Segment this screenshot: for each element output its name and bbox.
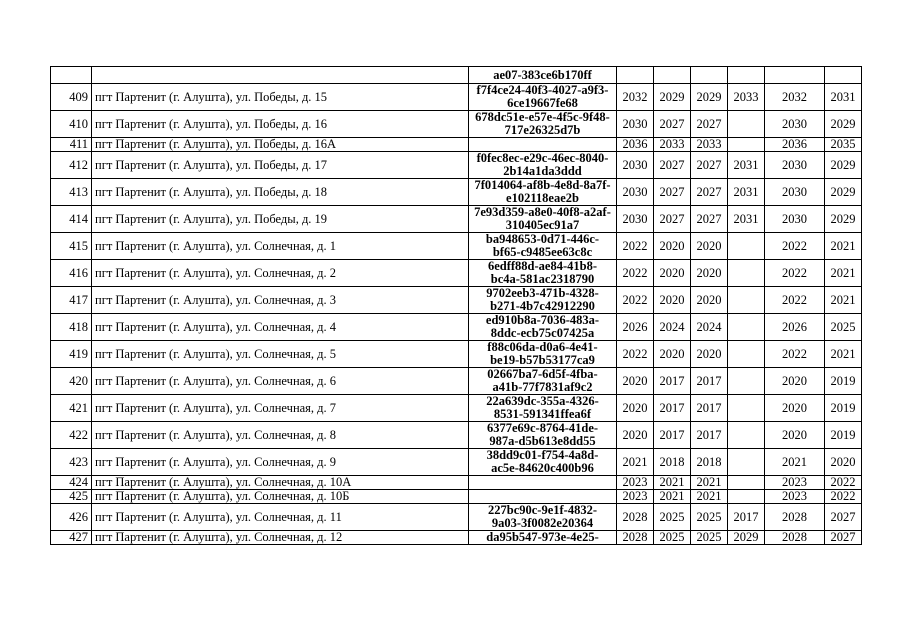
year-cell-1: 2026 xyxy=(617,314,654,341)
year-cell-2: 2020 xyxy=(654,260,691,287)
year-cell-5: 2022 xyxy=(765,233,825,260)
address-cell: пгт Партенит (г. Алушта), ул. Солнечная, д. 2 xyxy=(92,260,469,287)
row-number-cell: 423 xyxy=(51,449,92,476)
year-cell-2: 2020 xyxy=(654,287,691,314)
year-cell-5: 2021 xyxy=(765,449,825,476)
year-cell-2: 2027 xyxy=(654,111,691,138)
year-cell-1: 2023 xyxy=(617,490,654,504)
row-number-cell: 416 xyxy=(51,260,92,287)
address-cell: пгт Партенит (г. Алушта), ул. Солнечная, д. 12 xyxy=(92,531,469,545)
building-code-line-2: 8ddc-ecb75c07425a xyxy=(490,326,595,340)
address-cell: пгт Партенит (г. Алушта), ул. Победы, д. 15 xyxy=(92,84,469,111)
year-cell-6: 2022 xyxy=(825,476,862,490)
year-cell-5: 2020 xyxy=(765,422,825,449)
year-cell-4 xyxy=(728,287,765,314)
building-code-line-2: 8531-591341ffea6f xyxy=(493,407,592,421)
year-cell-4 xyxy=(728,314,765,341)
year-cell-1: 2030 xyxy=(617,111,654,138)
year-cell-3: 2020 xyxy=(691,341,728,368)
address-cell: пгт Партенит (г. Алушта), ул. Победы, д. 16 xyxy=(92,111,469,138)
row-number-cell: 425 xyxy=(51,490,92,504)
building-code-line-1: 678dc51e-e57e-4f5c-9f48- xyxy=(475,110,610,124)
address-cell: пгт Партенит (г. Алушта), ул. Солнечная, д. 8 xyxy=(92,422,469,449)
building-code-cell xyxy=(469,111,617,138)
building-code-cell xyxy=(469,233,617,260)
year-cell-5: 2022 xyxy=(765,341,825,368)
year-cell-3: 2033 xyxy=(691,138,728,152)
year-cell-6: 2025 xyxy=(825,314,862,341)
table-row xyxy=(51,490,862,504)
building-code-line-1: f7f4ce24-40f3-4027-a9f3- xyxy=(476,83,609,97)
year-cell-2 xyxy=(654,67,691,84)
year-cell-5: 2026 xyxy=(765,314,825,341)
building-code-cell xyxy=(469,422,617,449)
year-cell-6: 2021 xyxy=(825,287,862,314)
year-cell-1: 2030 xyxy=(617,152,654,179)
year-cell-2: 2020 xyxy=(654,341,691,368)
year-cell-4 xyxy=(728,395,765,422)
year-cell-5 xyxy=(765,67,825,84)
year-cell-6: 2031 xyxy=(825,84,862,111)
building-code-cell xyxy=(469,531,617,545)
year-cell-6: 2019 xyxy=(825,368,862,395)
building-code-line-2: 2b14a1da3ddd xyxy=(503,164,582,178)
year-cell-4: 2033 xyxy=(728,84,765,111)
building-code-line-1: ed910b8a-7036-483a- xyxy=(485,313,600,327)
building-code-cell xyxy=(469,476,617,490)
building-code-cell xyxy=(469,341,617,368)
year-cell-1: 2020 xyxy=(617,368,654,395)
building-code-line-1: 38dd9c01-f754-4a8d- xyxy=(486,448,599,462)
year-cell-1 xyxy=(617,67,654,84)
year-cell-1: 2022 xyxy=(617,260,654,287)
table-row xyxy=(51,422,862,449)
year-cell-3: 2025 xyxy=(691,504,728,531)
address-cell: пгт Партенит (г. Алушта), ул. Солнечная, д. 10Б xyxy=(92,490,469,504)
year-cell-2: 2017 xyxy=(654,395,691,422)
table-row xyxy=(51,111,862,138)
building-code-cell xyxy=(469,67,617,84)
building-code-line-1: 6edff88d-ae84-41b8- xyxy=(487,259,597,273)
year-cell-4 xyxy=(728,422,765,449)
building-code-line-1: 9702eeb3-471b-4328- xyxy=(486,286,599,300)
building-code-cell xyxy=(469,504,617,531)
building-code-line-2: b271-4b7c42912290 xyxy=(490,299,595,313)
year-cell-5: 2028 xyxy=(765,531,825,545)
address-cell: пгт Партенит (г. Алушта), ул. Победы, д. 16А xyxy=(92,138,469,152)
building-code-line-2: e102118eae2b xyxy=(506,191,579,205)
year-cell-4: 2017 xyxy=(728,504,765,531)
year-cell-6: 2019 xyxy=(825,422,862,449)
year-cell-3 xyxy=(691,67,728,84)
year-cell-6: 2029 xyxy=(825,111,862,138)
year-cell-2: 2027 xyxy=(654,152,691,179)
table-row xyxy=(51,206,862,233)
row-number-cell: 414 xyxy=(51,206,92,233)
building-code-line-1: 7f014064-af8b-4e8d-8a7f- xyxy=(474,178,611,192)
year-cell-2: 2017 xyxy=(654,422,691,449)
building-code-line-1: 22a639dc-355a-4326- xyxy=(486,394,599,408)
year-cell-3: 2020 xyxy=(691,233,728,260)
row-number-cell: 411 xyxy=(51,138,92,152)
row-number-cell: 413 xyxy=(51,179,92,206)
year-cell-1: 2020 xyxy=(617,395,654,422)
year-cell-1: 2036 xyxy=(617,138,654,152)
building-code-line-1: ae07-383ce6b170ff xyxy=(493,67,592,82)
address-cell: пгт Партенит (г. Алушта), ул. Солнечная, д. 1 xyxy=(92,233,469,260)
year-cell-6: 2020 xyxy=(825,449,862,476)
year-cell-2: 2020 xyxy=(654,233,691,260)
building-code-cell xyxy=(469,449,617,476)
table-row xyxy=(51,314,862,341)
year-cell-6: 2035 xyxy=(825,138,862,152)
table-row xyxy=(51,84,862,111)
year-cell-6 xyxy=(825,67,862,84)
row-number-cell: 421 xyxy=(51,395,92,422)
year-cell-5: 2020 xyxy=(765,368,825,395)
table-row xyxy=(51,260,862,287)
row-number-cell: 426 xyxy=(51,504,92,531)
year-cell-5: 2022 xyxy=(765,260,825,287)
year-cell-3: 2027 xyxy=(691,179,728,206)
building-code-cell xyxy=(469,314,617,341)
year-cell-2: 2024 xyxy=(654,314,691,341)
building-code-line-2: 717e26325d7b xyxy=(504,123,581,137)
year-cell-1: 2023 xyxy=(617,476,654,490)
building-code-cell xyxy=(469,84,617,111)
year-cell-5: 2022 xyxy=(765,287,825,314)
year-cell-4 xyxy=(728,111,765,138)
address-cell: пгт Партенит (г. Алушта), ул. Солнечная, д. 11 xyxy=(92,504,469,531)
year-cell-3: 2020 xyxy=(691,287,728,314)
row-number-cell: 409 xyxy=(51,84,92,111)
building-code-line-1: f0fec8ec-e29c-46ec-8040- xyxy=(476,151,609,165)
table-row xyxy=(51,67,862,84)
table-row xyxy=(51,287,862,314)
year-cell-6: 2027 xyxy=(825,531,862,545)
building-code-line-2: 9a03-3f0082e20364 xyxy=(491,516,594,530)
year-cell-1: 2022 xyxy=(617,341,654,368)
year-cell-3: 2027 xyxy=(691,111,728,138)
building-code-line-1: 02667ba7-6d5f-4fba- xyxy=(487,367,598,381)
building-code-line-2: 987a-d5b613e8dd55 xyxy=(489,434,596,448)
year-cell-4 xyxy=(728,138,765,152)
building-code-line-1: da95b547-973e-4e25- xyxy=(486,530,599,544)
year-cell-4 xyxy=(728,368,765,395)
year-cell-1: 2032 xyxy=(617,84,654,111)
year-cell-6: 2029 xyxy=(825,152,862,179)
year-cell-3: 2029 xyxy=(691,84,728,111)
year-cell-1: 2022 xyxy=(617,287,654,314)
year-cell-1: 2020 xyxy=(617,422,654,449)
row-number-cell: 412 xyxy=(51,152,92,179)
year-cell-3: 2027 xyxy=(691,206,728,233)
address-cell: пгт Партенит (г. Алушта), ул. Солнечная, д. 4 xyxy=(92,314,469,341)
year-cell-1: 2021 xyxy=(617,449,654,476)
year-cell-4 xyxy=(728,476,765,490)
building-code-cell xyxy=(469,287,617,314)
address-cell: пгт Партенит (г. Алушта), ул. Солнечная, д. 3 xyxy=(92,287,469,314)
year-cell-4: 2031 xyxy=(728,179,765,206)
address-cell: пгт Партенит (г. Алушта), ул. Победы, д. 19 xyxy=(92,206,469,233)
row-number-cell: 424 xyxy=(51,476,92,490)
building-code-cell xyxy=(469,368,617,395)
table-row xyxy=(51,395,862,422)
year-cell-6: 2019 xyxy=(825,395,862,422)
address-cell: пгт Партенит (г. Алушта), ул. Солнечная, д. 9 xyxy=(92,449,469,476)
year-cell-5: 2023 xyxy=(765,490,825,504)
year-cell-6: 2029 xyxy=(825,206,862,233)
year-cell-4: 2031 xyxy=(728,152,765,179)
year-cell-5: 2030 xyxy=(765,111,825,138)
building-code-line-1: f88c06da-d0a6-4e41- xyxy=(487,340,598,354)
address-cell: пгт Партенит (г. Алушта), ул. Солнечная, д. 6 xyxy=(92,368,469,395)
year-cell-6: 2021 xyxy=(825,233,862,260)
row-number-cell: 420 xyxy=(51,368,92,395)
building-code-cell xyxy=(469,152,617,179)
table-row xyxy=(51,138,862,152)
year-cell-4 xyxy=(728,233,765,260)
row-number-cell: 417 xyxy=(51,287,92,314)
year-cell-4 xyxy=(728,67,765,84)
year-cell-2: 2018 xyxy=(654,449,691,476)
year-cell-2: 2027 xyxy=(654,179,691,206)
year-cell-6: 2029 xyxy=(825,179,862,206)
year-cell-4 xyxy=(728,341,765,368)
year-cell-2: 2029 xyxy=(654,84,691,111)
year-cell-2: 2021 xyxy=(654,490,691,504)
year-cell-2: 2025 xyxy=(654,504,691,531)
year-cell-3: 2020 xyxy=(691,260,728,287)
year-cell-3: 2017 xyxy=(691,395,728,422)
year-cell-6: 2021 xyxy=(825,341,862,368)
year-cell-1: 2028 xyxy=(617,504,654,531)
year-cell-2: 2033 xyxy=(654,138,691,152)
year-cell-4 xyxy=(728,490,765,504)
year-cell-1: 2030 xyxy=(617,179,654,206)
year-cell-6: 2027 xyxy=(825,504,862,531)
year-cell-4: 2031 xyxy=(728,206,765,233)
year-cell-3: 2025 xyxy=(691,531,728,545)
year-cell-4 xyxy=(728,449,765,476)
year-cell-4 xyxy=(728,260,765,287)
year-cell-2: 2027 xyxy=(654,206,691,233)
year-cell-5: 2020 xyxy=(765,395,825,422)
address-cell xyxy=(92,67,469,84)
year-cell-5: 2030 xyxy=(765,206,825,233)
table-row xyxy=(51,368,862,395)
year-cell-3: 2017 xyxy=(691,368,728,395)
address-cell: пгт Партенит (г. Алушта), ул. Солнечная, д. 10А xyxy=(92,476,469,490)
building-code-line-1: 7e93d359-a8e0-40f8-a2af- xyxy=(474,205,611,219)
year-cell-3: 2021 xyxy=(691,476,728,490)
building-code-cell xyxy=(469,490,617,504)
year-cell-2: 2025 xyxy=(654,531,691,545)
row-number-cell: 410 xyxy=(51,111,92,138)
year-cell-5: 2023 xyxy=(765,476,825,490)
table-row xyxy=(51,179,862,206)
year-cell-5: 2030 xyxy=(765,179,825,206)
table-row xyxy=(51,476,862,490)
building-code-line-2: bf65-c9485ee63c8c xyxy=(492,245,593,259)
table-row xyxy=(51,449,862,476)
address-cell: пгт Партенит (г. Алушта), ул. Победы, д. 17 xyxy=(92,152,469,179)
year-cell-1: 2030 xyxy=(617,206,654,233)
building-code-line-2: be19-b57b53177ca9 xyxy=(490,353,595,367)
row-number-cell: 415 xyxy=(51,233,92,260)
year-cell-5: 2032 xyxy=(765,84,825,111)
building-code-cell xyxy=(469,206,617,233)
building-code-line-1: 227bc90c-9e1f-4832- xyxy=(488,503,597,517)
year-cell-3: 2027 xyxy=(691,152,728,179)
year-cell-2: 2021 xyxy=(654,476,691,490)
building-code-line-2: ac5e-84620c400b96 xyxy=(491,461,594,475)
building-code-line-2: a41b-77f7831af9c2 xyxy=(492,380,593,394)
building-code-cell xyxy=(469,138,617,152)
year-cell-1: 2022 xyxy=(617,233,654,260)
year-cell-6: 2022 xyxy=(825,490,862,504)
year-cell-3: 2017 xyxy=(691,422,728,449)
building-code-cell xyxy=(469,179,617,206)
table-row xyxy=(51,233,862,260)
year-cell-6: 2021 xyxy=(825,260,862,287)
housing-register-table xyxy=(50,66,862,545)
address-cell: пгт Партенит (г. Алушта), ул. Победы, д. 18 xyxy=(92,179,469,206)
address-cell: пгт Партенит (г. Алушта), ул. Солнечная, д. 5 xyxy=(92,341,469,368)
year-cell-5: 2030 xyxy=(765,152,825,179)
table-row xyxy=(51,152,862,179)
table-body xyxy=(51,67,862,545)
table-row xyxy=(51,341,862,368)
building-code-line-1: ba948653-0d71-446c- xyxy=(485,232,600,246)
building-code-line-2: bc4a-581ac2318790 xyxy=(490,272,595,286)
building-code-line-2: 310405ec91a7 xyxy=(505,218,580,232)
year-cell-2: 2017 xyxy=(654,368,691,395)
year-cell-4: 2029 xyxy=(728,531,765,545)
year-cell-1: 2028 xyxy=(617,531,654,545)
building-code-line-1: 6377e69c-8764-41de- xyxy=(486,421,599,435)
building-code-line-2: 6ce19667fe68 xyxy=(507,96,578,110)
year-cell-5: 2036 xyxy=(765,138,825,152)
row-number-cell xyxy=(51,67,92,84)
row-number-cell: 418 xyxy=(51,314,92,341)
row-number-cell: 419 xyxy=(51,341,92,368)
year-cell-3: 2024 xyxy=(691,314,728,341)
building-code-cell xyxy=(469,395,617,422)
address-cell: пгт Партенит (г. Алушта), ул. Солнечная, д. 7 xyxy=(92,395,469,422)
year-cell-5: 2028 xyxy=(765,504,825,531)
table-row xyxy=(51,531,862,545)
year-cell-3: 2021 xyxy=(691,490,728,504)
building-code-cell xyxy=(469,260,617,287)
table-row xyxy=(51,504,862,531)
year-cell-3: 2018 xyxy=(691,449,728,476)
row-number-cell: 427 xyxy=(51,531,92,545)
row-number-cell: 422 xyxy=(51,422,92,449)
